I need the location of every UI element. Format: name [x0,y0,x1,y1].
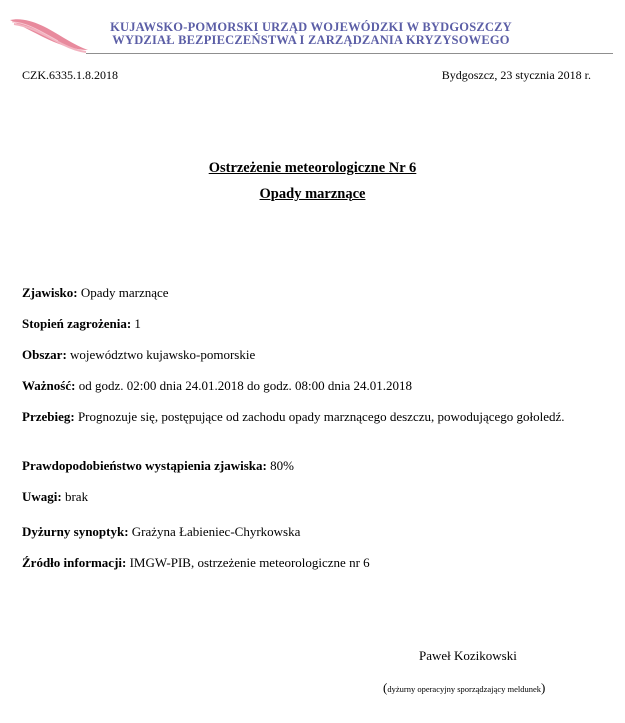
role-text: dyżurny operacyjny sporządzający meldunek [387,684,541,694]
field-label: Źródło informacji: [22,555,127,570]
header-office-name: KUJAWSKO-POMORSKI URZĄD WOJEWÓDZKI W BYDGOSZCZY [110,20,512,34]
field-label: Ważność: [22,378,76,393]
field-value: Prognozuje się, postępujące od zachodu opady marznącego deszczu, powodującego gołoledź. [74,409,565,424]
field-dyzurny-synoptyk [22,524,592,540]
field-label: Uwagi: [22,489,62,504]
field-uwagi [22,489,592,505]
document-subtitle: Opady marznące [259,186,366,202]
role-close-paren: ) [541,680,546,695]
field-zrodlo-informacji [22,555,592,571]
field-przebieg [22,409,592,425]
field-value: województwo kujawsko-pomorskie [66,347,256,362]
signatory-role [383,680,545,696]
office-logo-icon [8,14,90,54]
header-divider [86,53,613,54]
field-stopien-zagrozenia [22,316,592,332]
field-value: Opady marznące [77,285,169,300]
field-label: Stopień zagrożenia: [22,316,132,331]
role-open-paren: ( [383,680,388,695]
field-value: od godz. 02:00 dnia 24.01.2018 do godz. 08:00 dnia 24.01.2018 [75,378,412,393]
field-label: Zjawisko: [22,285,78,300]
field-value: 1 [131,316,141,331]
place-date: Bydgoszcz, 23 stycznia 2018 r. [441,68,591,82]
document-reference: CZK.6335.1.8.2018 [22,68,118,82]
field-value: IMGW-PIB, ostrzeżenie meteorologiczne nr 6 [126,555,370,570]
field-waznosc [22,378,592,394]
field-value: Grażyna Łabieniec-Chyrkowska [128,524,301,539]
field-label: Dyżurny synoptyk: [22,524,129,539]
field-prawdopodobienstwo [22,458,592,474]
field-value: 80% [266,458,294,473]
field-label: Przebieg: [22,409,75,424]
header-department-name: WYDZIAŁ BEZPIECZEŃSTWA I ZARZĄDZANIA KRYZYSOWEGO [112,33,510,47]
field-obszar [22,347,592,363]
document-title: Ostrzeżenie meteorologiczne Nr 6 [208,160,417,176]
field-value: brak [61,489,89,504]
field-label: Prawdopodobieństwo wystąpienia zjawiska: [22,458,267,473]
field-label: Obszar: [22,347,67,362]
signatory-name: Paweł Kozikowski [419,648,517,663]
field-zjawisko [22,285,592,301]
